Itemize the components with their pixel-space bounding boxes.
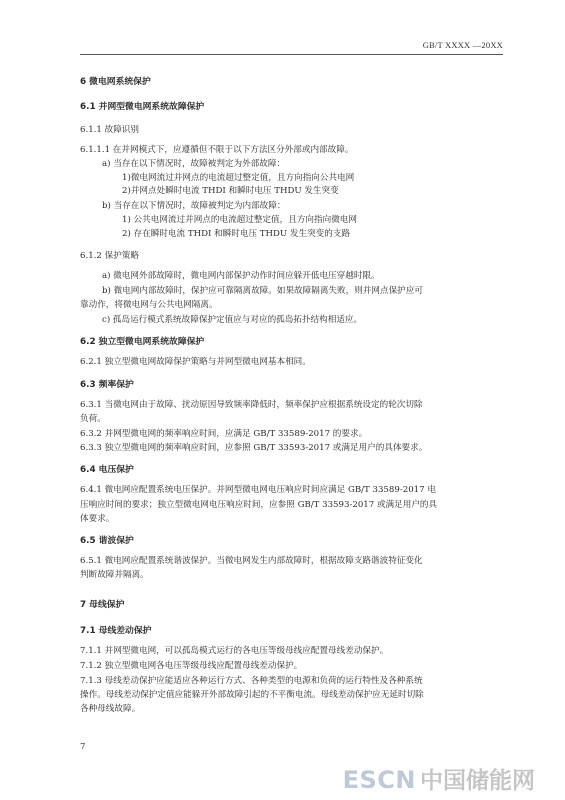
section-heading: 6 微电网系统保护	[80, 77, 151, 87]
section-heading: 6.4 电压保护	[80, 465, 134, 475]
body-text-line: 各种母线故障。	[80, 704, 141, 714]
body-text-line: 6.5.1 微电网应配置系统谐波保护。当微电网发生内部故障时，根据故障支路谐波特征变化	[80, 556, 423, 566]
body-text-line: a) 微电网外部故障时，微电网内部保护动作时间应躲开低电压穿越时限。	[102, 271, 380, 281]
body-text-line: 1) 公共电网流过并网点的电流超过整定值，且方向指向微电网	[122, 215, 357, 225]
section-heading: 6.1 并网型微电网系统故障保护	[80, 102, 205, 112]
body-text-line: b) 当存在以下情况时，故障被判定为内部故障：	[102, 201, 286, 211]
body-text-line: 压响应时间的要求；独立型微电网电压响应时间，应参照 GB/T 33593-2017 或满足用户的具	[80, 500, 438, 510]
body-text-line: 操作。母线差动保护定值应能躲开外部故障引起的不平衡电流。母线差动保护应无延时切除	[80, 690, 424, 700]
body-text-line: 6.4.1 微电网应配置系统电压保护。并网型微电网电压响应时间应满足 GB/T 33589-2017 电	[80, 485, 436, 495]
section-heading: 6.3 频率保护	[80, 380, 134, 390]
body-text-line: 6.2.1 独立型微电网故障保护策略与并网型微电网基本相同。	[80, 357, 311, 367]
body-text-line: a) 当存在以下情况时，故障被判定为外部故障：	[102, 159, 286, 169]
body-text-line: 体要求。	[80, 514, 115, 524]
body-text-line: 6.3.3 独立型微电网的频率响应时间，应参照 GB/T 33593-2017 或满足用户的具体要求。	[80, 443, 428, 453]
header-rule	[80, 54, 503, 55]
body-text-line: 7.1.2 独立型微电网各电压等级母线应配置母线差动保护。	[80, 661, 303, 671]
body-text-line: 7.1.1 并网型微电网，可以孤岛模式运行的各电压等级母线应配置母线差动保护。	[80, 646, 389, 656]
body-text-line: 6.3.1 当微电网由于故障、扰动原因导致频率降低时，频率保护应根据系统设定的轮次切除	[80, 400, 423, 410]
body-text-line: 2)并网点处瞬时电流 THDI 和瞬时电压 THDU 发生突变	[122, 186, 339, 196]
page-number: 7	[80, 742, 86, 752]
section-heading: 6.5 谐波保护	[80, 536, 134, 546]
section-heading: 6.2 独立型微电网系统故障保护	[80, 337, 205, 347]
body-text-line: 6.1.1.1 在并网模式下，应遵循但不限于以下方法区分外部或内部故障。	[80, 145, 354, 155]
standard-id: GB/T XXXX —20XX	[422, 40, 503, 50]
body-text-line: c) 孤岛运行模式系统故障保护定值应与对应的孤岛拓扑结构相适应。	[102, 315, 363, 325]
body-text-line: 负荷。	[80, 414, 106, 424]
body-text-line: b) 微电网内部故障时，保护应可靠隔离故障。如果故障隔离失败，则并网点保护应可	[102, 286, 423, 296]
body-text-line: 2) 存在瞬时电流 THDI 和瞬时电压 THDU 发生突变的支路	[122, 229, 351, 239]
body-text-line: 靠动作，将微电网与公共电网隔离。	[80, 300, 218, 310]
body-text-line: 6.1.2 保护策略	[80, 251, 139, 261]
body-text-line: 6.1.1 故障识别	[80, 125, 139, 135]
watermark-logo	[343, 762, 535, 795]
section-heading: 7.1 母线差动保护	[80, 626, 152, 636]
watermark-latin: ESCN	[342, 766, 416, 794]
section-heading: 7 母线保护	[80, 600, 125, 610]
body-text-line: 判断故障并隔离。	[80, 570, 149, 580]
body-text-line: 1)微电网流过并网点的电流超过整定值，且方向指向公共电网	[122, 173, 355, 183]
body-text-line: 6.3.2 并网型微电网的频率响应时间，应满足 GB/T 33589-2017 的要求。	[80, 429, 368, 439]
body-text-line: 7.1.3 母线差动保护应能适应各种运行方式、各种类型的电源和负荷的运行特性及各种系统	[80, 676, 423, 686]
watermark-cjk: 中国储能网	[420, 768, 535, 794]
